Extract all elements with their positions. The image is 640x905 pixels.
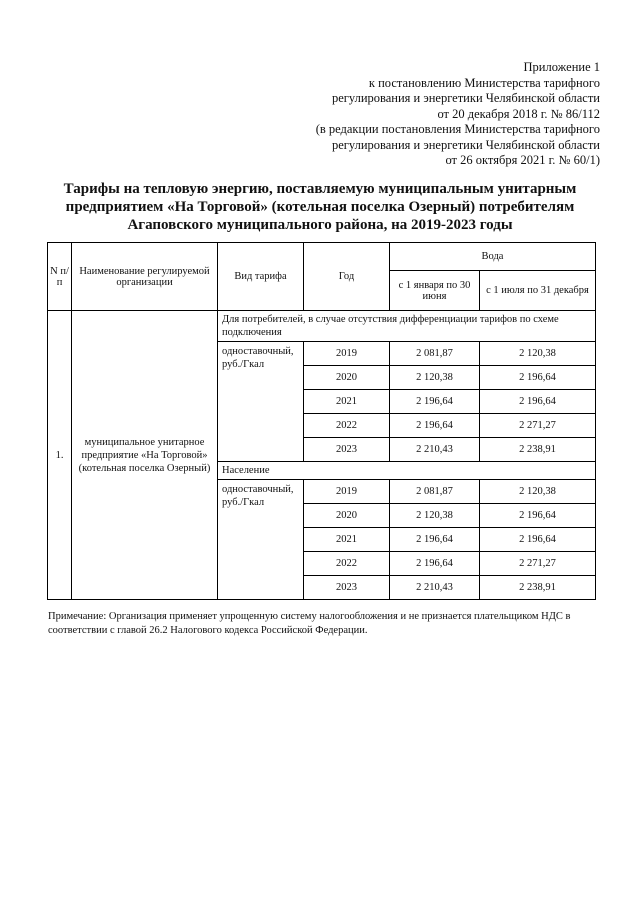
year-cell: 2021 [304,528,390,552]
tariff-value: 2 120,38 [480,342,596,366]
title-line: Агаповского муниципального района, на 2019-2023 годы [127,217,513,233]
appendix-line: регулирования и энергетики Челябинской области [331,91,600,105]
tariff-kind: одноставочный, руб./Гкал [218,480,304,600]
tariff-value: 2 210,43 [390,438,480,462]
tariff-value: 2 196,64 [480,528,596,552]
tariff-value: 2 196,64 [390,528,480,552]
tariff-value: 2 196,64 [480,366,596,390]
appendix-line: Приложение 1 [523,60,600,74]
footnote: Примечание: Организация применяет упрощенную систему налогообложения и не признается плательщиком НДС в соответствии с главой 26.2 Налогового кодекса Российской Федерации. [48,611,571,636]
row-number: 1. [48,311,72,600]
tariff-table [47,242,596,600]
title-line: предприятием «На Торговой» (котельная поселка Озерный) потребителям [65,199,575,215]
tariff-value: 2 081,87 [390,342,480,366]
tariff-value: 2 238,91 [480,438,596,462]
header-number: N п/п [48,243,72,311]
tariff-value: 2 238,91 [480,576,596,600]
header-water: Вода [390,243,596,271]
tariff-value: 2 196,64 [390,390,480,414]
tariff-value: 2 196,64 [480,504,596,528]
tariff-value: 2 271,27 [480,414,596,438]
header-period-second-half: с 1 июля по 31 декабря [480,271,596,311]
title-line: Тарифы на тепловую энергию, поставляемую муниципальным унитарным [63,181,577,197]
header-tariff-kind: Вид тарифа [218,243,304,311]
appendix-line: регулирования и энергетики Челябинской области [331,137,600,152]
header-year: Год [304,243,390,311]
tariff-value: 2 196,64 [480,390,596,414]
document-title [50,180,590,234]
header-organization: Наименование регулируемой организации [72,243,218,311]
tariff-value: 2 081,87 [390,480,480,504]
appendix-line: (в редакции постановления Министерства тарифного [315,122,600,136]
year-cell: 2020 [304,504,390,528]
appendix-header [250,60,600,169]
tariff-value: 2 196,64 [390,552,480,576]
group-label: Население [218,462,596,480]
tariff-value: 2 271,27 [480,552,596,576]
tariff-value: 2 120,38 [480,480,596,504]
year-cell: 2021 [304,390,390,414]
appendix-line: от 20 декабря 2018 г. № 86/112 [437,106,600,121]
year-cell: 2019 [304,480,390,504]
year-cell: 2022 [304,552,390,576]
year-cell: 2023 [304,438,390,462]
year-cell: 2023 [304,576,390,600]
group-label: Для потребителей, в случае отсутствия дифференциации тарифов по схеме подключения [218,311,596,342]
tariff-value: 2 120,38 [390,504,480,528]
tariff-value: 2 196,64 [390,414,480,438]
tariff-kind: одноставочный, руб./Гкал [218,342,304,462]
year-cell: 2020 [304,366,390,390]
appendix-line: к постановлению Министерства тарифного [368,75,600,90]
tariff-value: 2 120,38 [390,366,480,390]
year-cell: 2022 [304,414,390,438]
appendix-line: от 26 октября 2021 г. № 60/1) [445,153,600,167]
header-period-first-half: с 1 января по 30 июня [390,271,480,311]
organization-name: муниципальное унитарное предприятие «На Торговой» (котельная поселка Озерный) [72,311,218,600]
tariff-value: 2 210,43 [390,576,480,600]
year-cell: 2019 [304,342,390,366]
